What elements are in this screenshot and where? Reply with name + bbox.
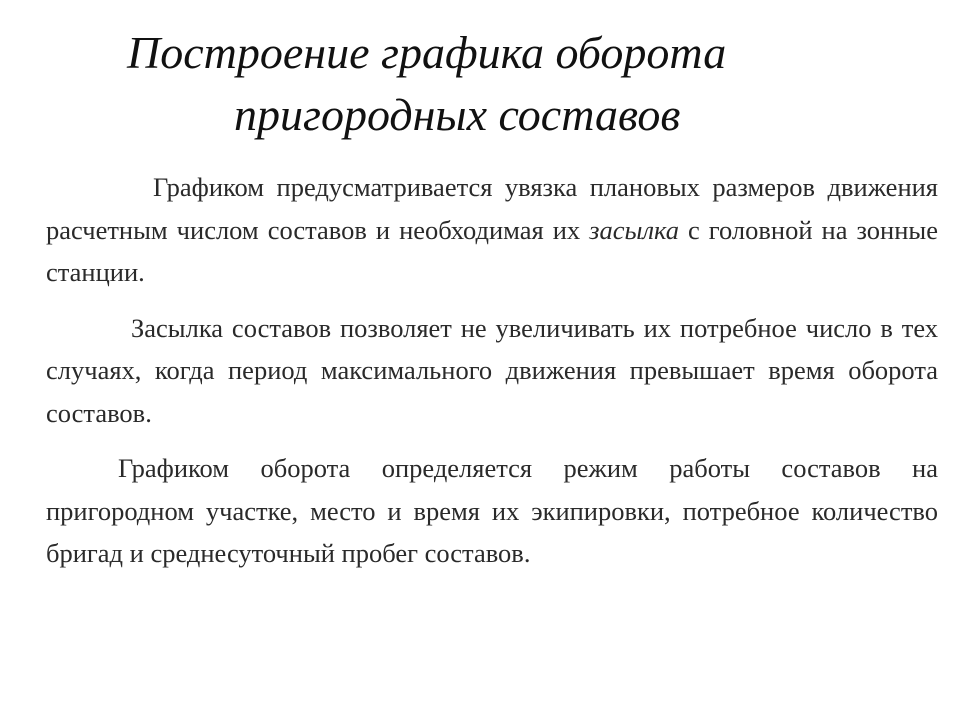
slide-title-line-2: пригородных составов	[234, 89, 681, 140]
paragraph-1-text-before: Графиком предусматривается увязка плановых размеров движения расчетным числом составов и необходимая их	[46, 172, 938, 245]
slide-title-line-1: Построение графика оборота	[127, 27, 727, 78]
paragraph-1	[46, 166, 938, 294]
paragraph-2: Засылка составов позволяет не увеличивать их потребное число в тех случаях, когда период максимального движения превышает время оборота составов.	[46, 312, 938, 428]
paragraph-3: Графиком оборота определяется режим работы составов на пригородном участке, место и время их экипировки, потребное количество бригад и среднесуточный пробег составов.	[46, 453, 938, 568]
paragraph-1-emphasis: засылка	[589, 214, 680, 245]
paragraph-1-text-after: с головной на зонные станции.	[46, 214, 938, 287]
slide-title	[0, 22, 960, 146]
slide-body	[46, 166, 938, 588]
